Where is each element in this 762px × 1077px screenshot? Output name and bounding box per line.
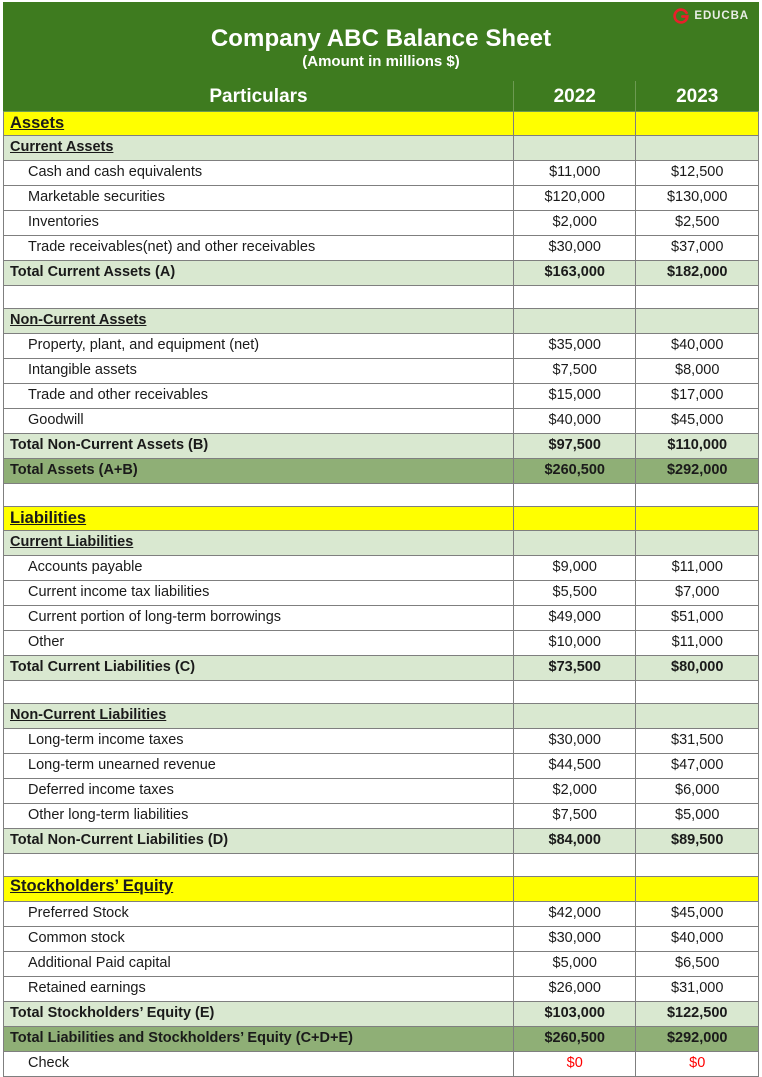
row-label: Liabilities [4, 507, 514, 531]
column-header-2022: 2022 [514, 82, 636, 112]
table-body [4, 3, 759, 112]
cell-2022: $30,000 [514, 729, 636, 754]
table-row [4, 409, 759, 434]
cell-2022 [514, 309, 636, 334]
cell-2023 [636, 854, 759, 877]
row-label: Total Liabilities and Stockholders’ Equity (C+D+E) [4, 1027, 514, 1052]
cell-2023: $45,000 [636, 902, 759, 927]
table-row [4, 977, 759, 1002]
spacer-row [4, 854, 759, 877]
table-row [4, 877, 759, 902]
page-title: Company ABC Balance Sheet [210, 25, 552, 53]
row-label: Intangible assets [4, 359, 514, 384]
cell-2023: $6,500 [636, 952, 759, 977]
cell-2023: $31,500 [636, 729, 759, 754]
row-label: Current Assets [4, 136, 514, 161]
table-row [4, 507, 759, 531]
row-label: Cash and cash equivalents [4, 161, 514, 186]
table-row [4, 779, 759, 804]
cell-2022 [514, 507, 636, 531]
cell-2023: $110,000 [636, 434, 759, 459]
table-row [4, 902, 759, 927]
row-label: Total Assets (A+B) [4, 459, 514, 484]
cell-2023: $40,000 [636, 927, 759, 952]
row-label: Retained earnings [4, 977, 514, 1002]
table-row [4, 656, 759, 681]
table-row [4, 631, 759, 656]
cell-2023: $45,000 [636, 409, 759, 434]
row-label: Long-term income taxes [4, 729, 514, 754]
row-label [4, 854, 514, 877]
row-label: Accounts payable [4, 556, 514, 581]
cell-2023: $7,000 [636, 581, 759, 606]
cell-2022 [514, 681, 636, 704]
row-label: Current income tax liabilities [4, 581, 514, 606]
row-label: Marketable securities [4, 186, 514, 211]
cell-2023 [636, 877, 759, 902]
cell-2022 [514, 286, 636, 309]
table-row [4, 729, 759, 754]
cell-2023: $11,000 [636, 556, 759, 581]
table-row [4, 556, 759, 581]
cell-2023 [636, 112, 759, 136]
row-label [4, 484, 514, 507]
cell-2023: $0 [636, 1052, 759, 1077]
table-row [4, 531, 759, 556]
table-row [4, 186, 759, 211]
cell-2022 [514, 877, 636, 902]
title-banner-row [4, 3, 759, 82]
table-row [4, 1027, 759, 1052]
cell-2022: $260,500 [514, 459, 636, 484]
column-header-row [4, 82, 759, 112]
cell-2023: $17,000 [636, 384, 759, 409]
cell-2022 [514, 531, 636, 556]
cell-2022: $73,500 [514, 656, 636, 681]
cell-2023: $130,000 [636, 186, 759, 211]
row-label: Other long-term liabilities [4, 804, 514, 829]
table-row [4, 704, 759, 729]
table-row [4, 434, 759, 459]
row-label: Total Non-Current Liabilities (D) [4, 829, 514, 854]
cell-2022: $44,500 [514, 754, 636, 779]
cell-2022: $0 [514, 1052, 636, 1077]
row-label: Total Current Liabilities (C) [4, 656, 514, 681]
cell-2023: $47,000 [636, 754, 759, 779]
cell-2022: $30,000 [514, 236, 636, 261]
row-label: Stockholders’ Equity [4, 877, 514, 902]
table-row [4, 384, 759, 409]
row-label: Trade and other receivables [4, 384, 514, 409]
cell-2022: $120,000 [514, 186, 636, 211]
cell-2022: $163,000 [514, 261, 636, 286]
cell-2022: $7,500 [514, 804, 636, 829]
cell-2022: $10,000 [514, 631, 636, 656]
cell-2023: $5,000 [636, 804, 759, 829]
cell-2023: $122,500 [636, 1002, 759, 1027]
table-row [4, 829, 759, 854]
cell-2023: $2,500 [636, 211, 759, 236]
row-label: Assets [4, 112, 514, 136]
row-label: Total Non-Current Assets (B) [4, 434, 514, 459]
row-label: Goodwill [4, 409, 514, 434]
balance-sheet-table [3, 2, 759, 1077]
cell-2022: $2,000 [514, 211, 636, 236]
cell-2023: $31,000 [636, 977, 759, 1002]
column-header-particulars: Particulars [4, 82, 514, 112]
cell-2023: $11,000 [636, 631, 759, 656]
cell-2023: $292,000 [636, 1027, 759, 1052]
row-label: Additional Paid capital [4, 952, 514, 977]
table-row [4, 927, 759, 952]
row-label: Non-Current Assets [4, 309, 514, 334]
cell-2023 [636, 531, 759, 556]
cell-2022: $35,000 [514, 334, 636, 359]
table-row [4, 309, 759, 334]
cell-2023 [636, 286, 759, 309]
spacer-row [4, 484, 759, 507]
column-header-2023: 2023 [636, 82, 759, 112]
row-label [4, 681, 514, 704]
row-label: Deferred income taxes [4, 779, 514, 804]
table-row [4, 161, 759, 186]
cell-2023 [636, 704, 759, 729]
row-label: Preferred Stock [4, 902, 514, 927]
spacer-row [4, 681, 759, 704]
cell-2022 [514, 704, 636, 729]
educba-swirl-icon [673, 8, 690, 25]
brand-name: EDUCBA [694, 10, 749, 23]
brand-logo [673, 8, 749, 25]
cell-2022 [514, 484, 636, 507]
cell-2022: $49,000 [514, 606, 636, 631]
cell-2023: $8,000 [636, 359, 759, 384]
row-label: Total Stockholders’ Equity (E) [4, 1002, 514, 1027]
cell-2023: $51,000 [636, 606, 759, 631]
cell-2023: $40,000 [636, 334, 759, 359]
row-label: Long-term unearned revenue [4, 754, 514, 779]
row-label [4, 286, 514, 309]
row-label: Total Current Assets (A) [4, 261, 514, 286]
cell-2022: $30,000 [514, 927, 636, 952]
table-row [4, 754, 759, 779]
row-label: Current Liabilities [4, 531, 514, 556]
cell-2023: $6,000 [636, 779, 759, 804]
cell-2023: $37,000 [636, 236, 759, 261]
cell-2023: $182,000 [636, 261, 759, 286]
cell-2022: $260,500 [514, 1027, 636, 1052]
cell-2022: $97,500 [514, 434, 636, 459]
row-label: Trade receivables(net) and other receivables [4, 236, 514, 261]
cell-2022: $2,000 [514, 779, 636, 804]
table-row [4, 211, 759, 236]
cell-2023 [636, 507, 759, 531]
row-label: Property, plant, and equipment (net) [4, 334, 514, 359]
cell-2023 [636, 309, 759, 334]
cell-2023: $80,000 [636, 656, 759, 681]
row-label: Other [4, 631, 514, 656]
data-rows [4, 112, 759, 1077]
row-label: Check [4, 1052, 514, 1077]
table-row [4, 136, 759, 161]
table-row [4, 581, 759, 606]
cell-2023: $89,500 [636, 829, 759, 854]
table-row [4, 261, 759, 286]
table-row [4, 606, 759, 631]
row-label: Non-Current Liabilities [4, 704, 514, 729]
cell-2022: $7,500 [514, 359, 636, 384]
page-subtitle: (Amount in millions $) [302, 53, 460, 71]
cell-2023 [636, 484, 759, 507]
cell-2023: $12,500 [636, 161, 759, 186]
cell-2023: $292,000 [636, 459, 759, 484]
cell-2022: $40,000 [514, 409, 636, 434]
table-row [4, 1002, 759, 1027]
cell-2022: $5,500 [514, 581, 636, 606]
table-row [4, 236, 759, 261]
cell-2023 [636, 681, 759, 704]
cell-2022 [514, 854, 636, 877]
cell-2022: $103,000 [514, 1002, 636, 1027]
title-banner [4, 3, 759, 82]
table-row [4, 359, 759, 384]
row-label: Inventories [4, 211, 514, 236]
table-row [4, 459, 759, 484]
cell-2023 [636, 136, 759, 161]
cell-2022: $11,000 [514, 161, 636, 186]
table-row [4, 334, 759, 359]
table-row [4, 952, 759, 977]
cell-2022: $15,000 [514, 384, 636, 409]
cell-2022 [514, 112, 636, 136]
cell-2022: $9,000 [514, 556, 636, 581]
cell-2022: $26,000 [514, 977, 636, 1002]
row-label: Current portion of long-term borrowings [4, 606, 514, 631]
cell-2022: $42,000 [514, 902, 636, 927]
spacer-row [4, 286, 759, 309]
row-label: Common stock [4, 927, 514, 952]
cell-2022 [514, 136, 636, 161]
cell-2022: $84,000 [514, 829, 636, 854]
table-row [4, 804, 759, 829]
table-row [4, 112, 759, 136]
cell-2022: $5,000 [514, 952, 636, 977]
table-row [4, 1052, 759, 1077]
